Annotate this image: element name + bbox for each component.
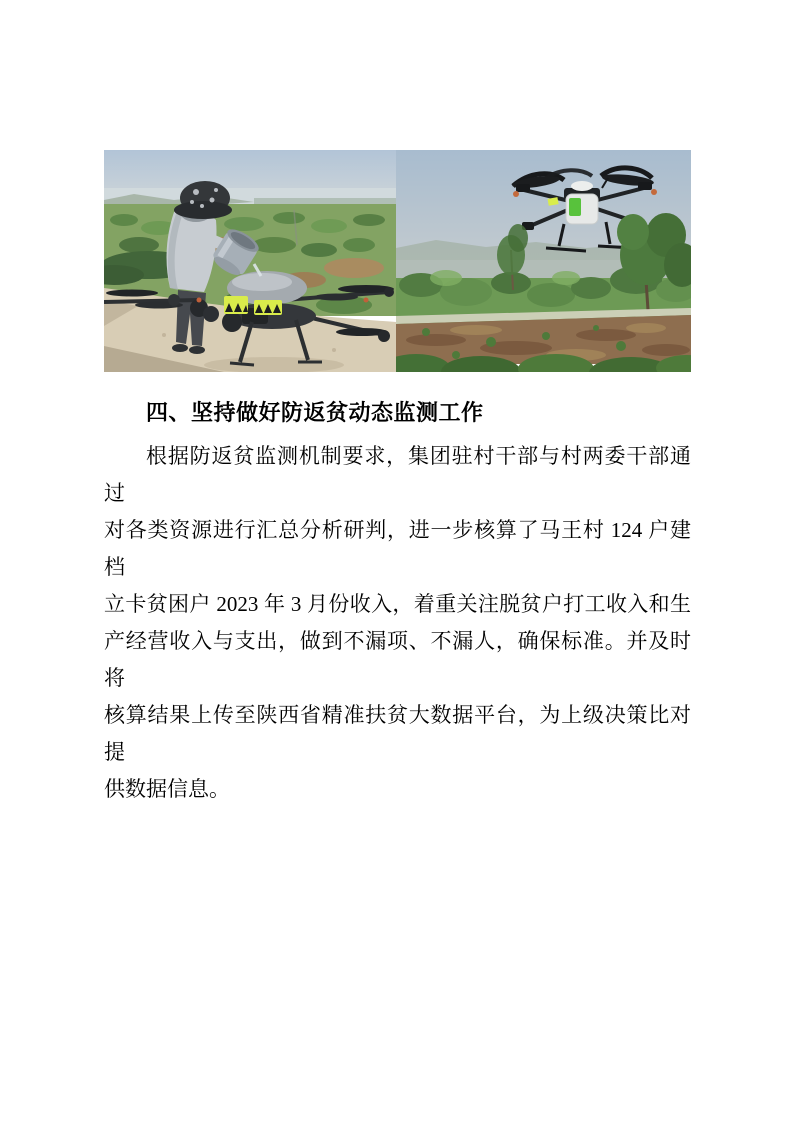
photo-drone-flying: [396, 150, 691, 372]
photo-drone-refill: [104, 150, 396, 372]
paragraph-line-3: 立卡贫困户 2023 年 3 月份收入，着重关注脱贫户打工收入和生: [104, 592, 691, 616]
photo-row: [104, 150, 691, 372]
paragraph-line-5: 核算结果上传至陕西省精准扶贫大数据平台，为上级决策比对提: [104, 703, 691, 764]
section-heading: 四、坚持做好防返贫动态监测工作: [146, 400, 484, 425]
body-paragraph: [104, 438, 691, 808]
paragraph-line-4: 产经营收入与支出，做到不漏项、不漏人，确保标准。并及时将: [104, 629, 691, 690]
paragraph-line-2: 对各类资源进行汇总分析研判，进一步核算了马王村 124 户建档: [104, 518, 691, 579]
document-content: [104, 150, 691, 808]
paragraph-line-1: 根据防返贫监测机制要求，集团驻村干部与村两委干部通过: [104, 444, 691, 505]
paragraph-line-6: 供数据信息。: [104, 777, 230, 801]
